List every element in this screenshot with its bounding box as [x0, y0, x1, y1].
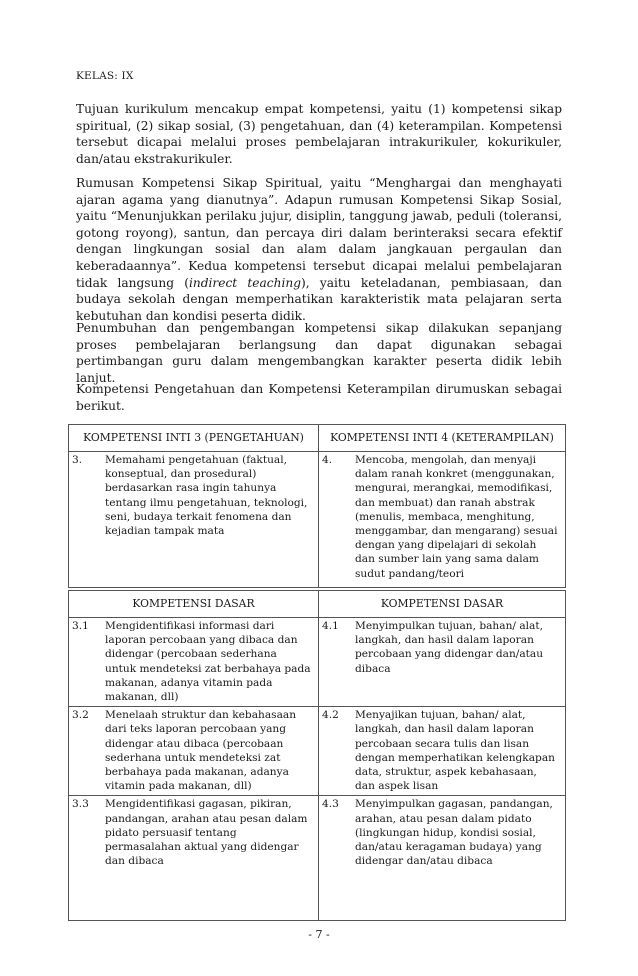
item-text: Menelaah struktur dan kebahasaan dari teks laporan percobaan yang didengar atau dibaca (percobaan sederhana untuk mendeteksi zat berbahaya pada makanan, adanya vitamin pada makanan, dll) — [105, 709, 297, 793]
ki3-cell — [69, 452, 319, 588]
class-label: KELAS: IX — [76, 70, 134, 82]
table-row — [69, 796, 566, 921]
item-number: 4.1 — [322, 620, 339, 632]
kd-cell-left — [69, 618, 319, 707]
item-text: Menyimpulkan gagasan, pandangan, arahan, atau pesan dalam pidato (lingkungan hidup, kondisi sosial, dan/atau keragaman budaya) yang didengar dan/atau dibaca — [355, 798, 553, 868]
kd-cell-right — [319, 618, 566, 707]
item-text: Menyajikan tujuan, bahan/ alat, langkah, dan hasil dalam laporan percobaan secara tulis dan lisan dengan memperhatikan kelengkapan data, struktur, aspek kebahasaan, dan aspek lisan — [355, 709, 555, 793]
core-competence-table — [68, 424, 566, 588]
item-text: Memahami pengetahuan (faktual, konseptual, dan prosedural) berdasarkan rasa ingin tahunya tentang ilmu pengetahuan, teknologi, seni, budaya terkait fenomena dan kejadian tampak mata — [105, 454, 308, 538]
page-number: - 7 - — [308, 928, 330, 941]
kd-cell-right — [319, 796, 566, 921]
paragraph-intro-tables: Kompetensi Pengetahuan dan Kompetensi Keterampilan dirumuskan sebagai berikut. — [76, 382, 562, 413]
item-number: 4.3 — [322, 798, 339, 811]
item-text: Menyimpulkan tujuan, bahan/ alat, langkah, dan hasil dalam laporan percobaan yang didengar dan/atau dibaca — [355, 620, 544, 675]
kd-cell-left — [69, 707, 319, 796]
item-text: Mencoba, mengolah, dan menyaji dalam ranah konkret (menggunakan, mengurai, merangkai, memodifikasi, dan membuat) dan ranah abstrak (menulis, membaca, menghitung, menggambar, dan mengarang) sesuai dengan yang dipelajari di sekolah dan sumber lain yang sama dalam sudut pandang/teori — [355, 454, 558, 580]
item-number: 3. — [72, 454, 83, 466]
item-number: 4.2 — [322, 709, 339, 722]
paragraph-text: Rumusan Kompetensi Sikap Spiritual, yaitu “Menghargai dan menghayati ajaran agama yang dianutnya”. Adapun rumusan Kompetensi Sikap Sosial, yaitu “Menunjukkan perilaku jujur, disiplin, tanggung jawab, peduli (toleransi, gotong royong), santun, dan percaya diri dalam berinteraksi secara efektif dengan lingkungan sosial dan alam dalam jangkauan pergaulan dan keberadaannya”. Kedua kompetensi tersebut dicapai melalui pembelajaran tidak langsung ( — [76, 176, 562, 290]
table-row — [69, 707, 566, 796]
header-ki3: KOMPETENSI INTI 3 (PENGETAHUAN) — [69, 425, 319, 452]
basic-competence-table — [68, 590, 566, 921]
header-kd-left: KOMPETENSI DASAR — [69, 591, 319, 618]
paragraph-attitude-competence — [76, 175, 562, 324]
italic-term: indirect teaching — [188, 275, 301, 290]
header-kd-right: KOMPETENSI DASAR — [319, 591, 566, 618]
header-ki4: KOMPETENSI INTI 4 (KETERAMPILAN) — [319, 425, 566, 452]
paragraph-attitude-development: Penumbuhan dan pengembangan kompetensi sikap dilakukan sepanjang proses pembelajaran berlangsung dan dapat digunakan sebagai pertimbangan guru dalam mengembangkan karakter peserta didik lebih lanjut. — [76, 321, 562, 385]
item-number: 3.2 — [72, 709, 89, 722]
item-text: Mengidentifikasi gagasan, pikiran, pandangan, arahan atau pesan dalam pidato persuasif tentang permasalahan aktual yang didengar dan dibaca — [105, 798, 308, 868]
item-number: 4. — [322, 454, 333, 466]
table-row — [69, 618, 566, 707]
item-text: Mengidentifikasi informasi dari laporan percobaan yang dibaca dan didengar (percobaan sederhana untuk mendeteksi zat berbahaya pada makanan, adanya vitamin pada makanan, dll) — [105, 620, 311, 704]
item-number: 3.1 — [72, 620, 89, 632]
paragraph-text: ), yaitu keteladanan, pembiasaan, dan budaya sekolah dengan memperhatikan karakteristik mata pelajaran serta kebutuhan dan kondisi peserta didik. — [76, 275, 562, 323]
item-number: 3.3 — [72, 798, 89, 811]
kd-cell-right — [319, 707, 566, 796]
kd-cell-left — [69, 796, 319, 921]
ki4-cell — [319, 452, 566, 588]
paragraph-curriculum-goals: Tujuan kurikulum mencakup empat kompetensi, yaitu (1) kompetensi sikap spiritual, (2) sikap sosial, (3) pengetahuan, dan (4) keterampilan. Kompetensi tersebut dicapai melalui proses pembelajaran intrakurikuler, kokurikuler, dan/atau ekstrakurikuler. — [76, 102, 562, 166]
